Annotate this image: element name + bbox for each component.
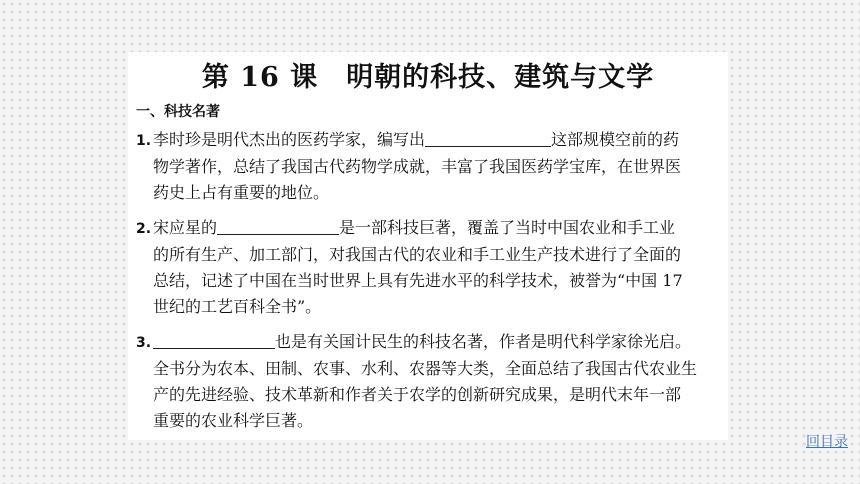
question-3 (136, 329, 726, 434)
question-line: 3. 也是有关国计民生的科技名著，作者是明代科学家徐光启。 (136, 329, 726, 356)
question-2 (136, 215, 726, 320)
question-1 (136, 127, 726, 206)
answer-blank[interactable] (425, 130, 551, 147)
question-line: 物学著作，总结了我国古代药物学成就，丰富了我国医药学宝库，在世界医 (153, 157, 682, 176)
question-line: 产的先进经验、技术革新和作者关于农学的创新研究成果，是明代末年一部 (153, 385, 682, 404)
question-line: 全书分为农本、田制、农事、水利、农器等大类，全面总结了我国古代农业生 (153, 359, 698, 378)
lesson-topic: 明朝的科技、建筑与文学 (346, 62, 655, 93)
question-number: 2. (136, 221, 152, 237)
question-line: 重要的农业科学巨著。 (153, 411, 314, 430)
question-line: 的所有生产、加工部门，对我国古代的农业和手工业生产技术进行了全面的 (153, 245, 682, 264)
back-to-contents-link[interactable]: 回目录 (806, 434, 848, 450)
question-line: 2. 宋应星的 是一部科技巨著，覆盖了当时中国农业和手工业 (136, 215, 726, 242)
question-line: 世纪的工艺百科全书”。 (153, 297, 322, 316)
question-line: 总结，记述了中国在当时世界上具有先进水平的科学技术，被誉为“中国 17 (153, 271, 683, 290)
section-heading: 一、科技名著 (136, 104, 220, 120)
lesson-number: 第 16 课 (201, 62, 319, 93)
answer-blank[interactable] (153, 332, 275, 349)
worksheet-page (128, 52, 728, 440)
answer-blank[interactable] (217, 218, 339, 235)
question-line: 1. 李时珍是明代杰出的医药学家，编写出 这部规模空前的药 (136, 127, 726, 154)
page-title (128, 60, 728, 96)
question-number: 3. (136, 335, 152, 351)
question-number: 1. (136, 133, 152, 149)
question-line: 药史上占有重要的地位。 (153, 183, 330, 202)
